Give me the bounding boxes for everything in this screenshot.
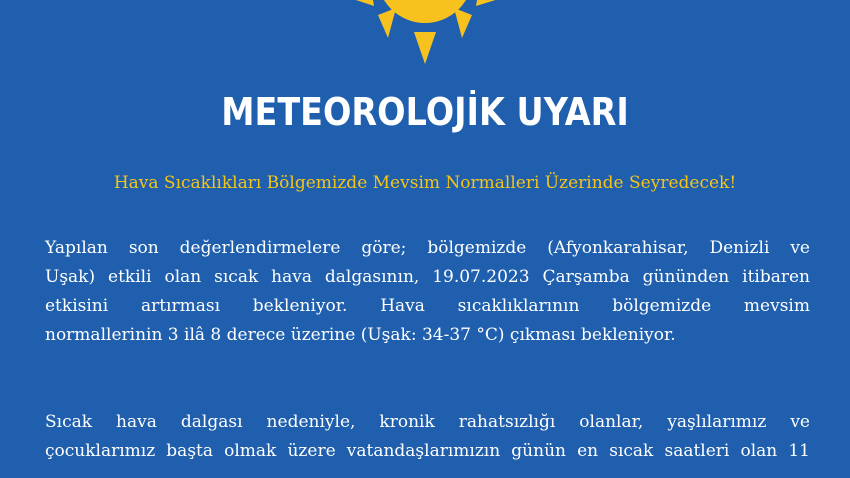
page-title: METEOROLOJİK UYARI xyxy=(221,90,629,134)
paragraph-1-line: normallerinin 3 ilâ 8 derece üzerine (Uşak: 34-37 °C) çıkması bekleniyor. xyxy=(45,325,676,345)
sun-icon xyxy=(330,0,520,70)
paragraph-1-line: Yapılan son değerlendirmelere göre; bölgemizde (Afyonkarahisar, Denizli ve xyxy=(45,238,810,258)
paragraph-1 xyxy=(45,234,810,350)
paragraph-1-line: etkisini artırması bekleniyor. Hava sıcaklıklarının bölgemizde mevsim xyxy=(45,296,810,316)
paragraph-2 xyxy=(45,408,810,466)
paragraph-1-line: Uşak) etkili olan sıcak hava dalgasının, 19.07.2023 Çarşamba gününden itibaren xyxy=(45,267,810,287)
page-subtitle: Hava Sıcaklıkları Bölgemizde Mevsim Normalleri Üzerinde Seyredecek! xyxy=(113,173,737,193)
paragraph-2-line: çocuklarımız başta olmak üzere vatandaşlarımızın günün en sıcak saatleri olan 11 xyxy=(45,441,810,461)
paragraph-2-line: Sıcak hava dalgası nedeniyle, kronik rahatsızlığı olanlar, yaşlılarımız ve xyxy=(45,412,810,432)
